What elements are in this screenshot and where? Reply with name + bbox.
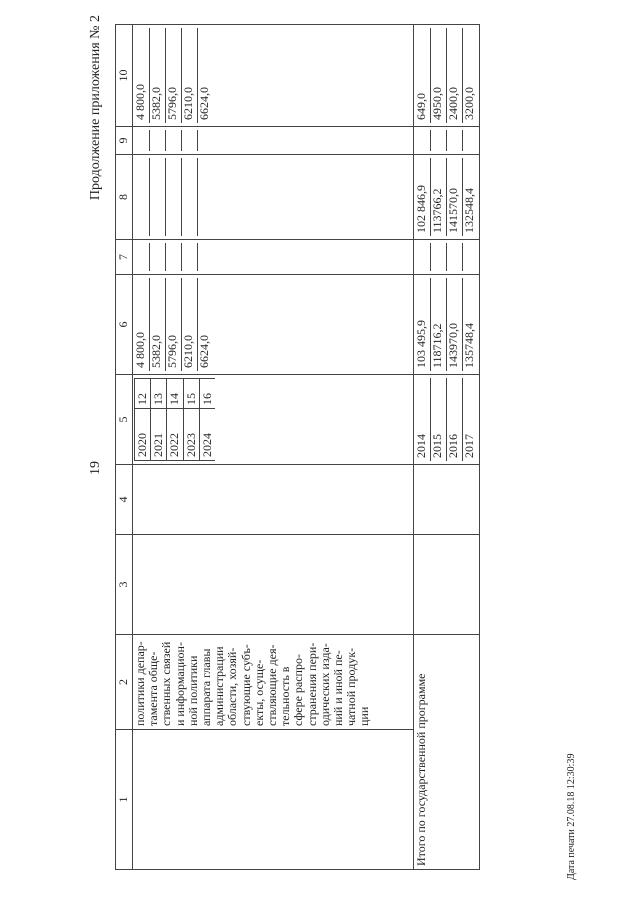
year: 2021: [151, 408, 167, 460]
total-label: Итого по государственной программе: [414, 635, 480, 870]
value: 4950,0: [431, 28, 447, 123]
col10-values: [133, 25, 414, 127]
value: 103 495,9: [415, 278, 431, 371]
description-line: политики депар-: [133, 641, 147, 726]
year-subtable: [134, 378, 215, 461]
col-header: 4: [116, 465, 133, 535]
total-col7: [414, 240, 480, 275]
col-header: 7: [116, 240, 133, 275]
value: 5796,0: [166, 28, 182, 123]
cell-empty: [133, 730, 414, 870]
value: 6624,0: [197, 87, 211, 120]
col8-values: [133, 155, 414, 240]
description-line: сфере распро-: [291, 654, 306, 726]
value: 6210,0: [182, 28, 198, 123]
total-col6: [414, 275, 480, 375]
value: 6210,0: [182, 278, 198, 371]
description-line: ственных связей: [159, 641, 174, 726]
description-line: странения пери-: [304, 642, 319, 726]
total-col10: [414, 25, 480, 127]
description-line: тамента обще-: [146, 651, 161, 726]
description-line: тельность в: [278, 666, 293, 726]
row-number: 12: [135, 379, 151, 409]
col7-values: [133, 240, 414, 275]
description-line: одических изда-: [317, 643, 332, 726]
section-description: [133, 635, 414, 730]
year: 2014: [415, 378, 431, 461]
total-years: [414, 375, 480, 465]
col-header: 9: [116, 127, 133, 155]
description-line: ний и иной пе-: [331, 650, 346, 726]
description-line: и информацион-: [172, 642, 187, 726]
description-line: ствляющие дея-: [265, 644, 280, 726]
year: 2015: [431, 378, 447, 461]
cell-empty: [414, 535, 480, 635]
cell-empty: [414, 465, 480, 535]
col-header: 10: [116, 25, 133, 127]
description-line: чатной продук-: [344, 647, 359, 726]
row-number: 13: [151, 379, 167, 409]
col-header: 3: [116, 535, 133, 635]
year: 2017: [462, 434, 476, 458]
value: 6624,0: [197, 335, 211, 368]
col9-values: [133, 127, 414, 155]
col-header: 1: [116, 730, 133, 870]
value: 4 800,0: [134, 28, 150, 123]
value: 132548,4: [462, 188, 476, 233]
description-line: области, хозяй-: [225, 647, 240, 726]
header-row: [116, 25, 133, 870]
description-line: ной политики: [185, 655, 200, 726]
col-header: 2: [116, 635, 133, 730]
budget-table: [115, 24, 480, 870]
col-header: 5: [116, 375, 133, 465]
col-header: 8: [116, 155, 133, 240]
row-number: 14: [167, 379, 183, 409]
value: 3200,0: [462, 87, 476, 120]
value: 4 800,0: [134, 278, 150, 371]
total-col8: [414, 155, 480, 240]
value: 649,0: [415, 28, 431, 123]
cell-empty: [133, 535, 414, 635]
col-header: 6: [116, 275, 133, 375]
value: 5382,0: [150, 28, 166, 123]
year: 2020: [135, 408, 151, 460]
section-row: [133, 25, 414, 870]
description-line: екты, осуще-: [251, 659, 266, 726]
appendix-label: Продолжение приложения № 2: [88, 15, 103, 201]
year: 2024: [199, 408, 215, 460]
page-number: 19: [88, 461, 103, 475]
description-line: ции: [357, 706, 372, 726]
description-line: ствующие субъ-: [238, 644, 253, 726]
year: 2016: [447, 378, 463, 461]
value: 2400,0: [447, 28, 463, 123]
description-line: администрации: [212, 646, 227, 726]
description-line: аппарата главы: [199, 648, 214, 726]
value: 135748,4: [462, 323, 476, 368]
value: 5796,0: [166, 278, 182, 371]
total-col9: [414, 127, 480, 155]
value: 143970,0: [447, 278, 463, 371]
col6-values: [133, 275, 414, 375]
value: 118716,2: [431, 278, 447, 371]
value: 141570,0: [447, 158, 463, 236]
year: 2022: [167, 408, 183, 460]
year: 2023: [183, 408, 199, 460]
total-row: [414, 25, 480, 870]
cell-empty: [133, 465, 414, 535]
value: 102 846,9: [415, 158, 431, 236]
value: 5382,0: [150, 278, 166, 371]
row-number: 15: [183, 379, 199, 409]
print-date: Дата печати 27.08.18 12:30:39: [566, 753, 577, 880]
row-number: 16: [199, 379, 215, 409]
year-number-cell: [133, 375, 414, 465]
value: 113766,2: [431, 158, 447, 236]
